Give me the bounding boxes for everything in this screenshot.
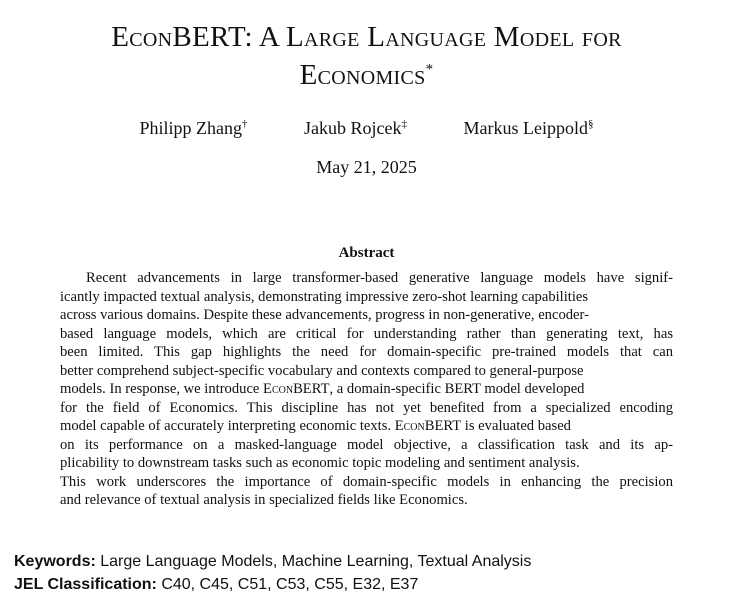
- jel-row: [14, 573, 531, 596]
- title-footnote-mark: *: [425, 61, 434, 78]
- author-name: Markus Leippold: [463, 118, 588, 138]
- abstract-line: been limited. This gap highlights the need for domain-specific pre-trained models that can: [60, 344, 673, 360]
- title-line-2-text: Economics: [299, 59, 426, 91]
- abstract-line: on its performance on a masked-language model objective, a classification task and its ap-: [60, 436, 673, 453]
- keywords-row: [14, 550, 531, 573]
- author-footnote-mark: §: [587, 118, 594, 130]
- paper-date: May 21, 2025: [316, 157, 417, 177]
- abstract-line: and relevance of textual analysis in specialized fields like Economics.: [60, 492, 468, 508]
- author-1: [140, 118, 248, 139]
- model-name: EconBERT: [394, 418, 462, 434]
- title-line-2: [0, 56, 733, 94]
- abstract-line: Recent advancements in large transformer-based generative language models have signif-: [86, 270, 673, 286]
- paper-title: [0, 18, 733, 94]
- abstract-line: model capable of accurately interpreting economic texts. EconBERT is evaluated based: [60, 418, 571, 434]
- jel-value: C40, C45, C51, C53, C55, E32, E37: [161, 576, 419, 593]
- paper-metadata: [14, 550, 531, 596]
- model-name: EconBERT: [263, 381, 330, 397]
- author-footnote-mark: ‡: [401, 118, 407, 130]
- keywords-label: Keywords:: [14, 553, 96, 570]
- author-name: Jakub Rojcek: [304, 118, 402, 138]
- abstract-line: for the field of Economics. This discipline has not yet benefited from a specialized encoding: [60, 399, 673, 416]
- keywords-value: Large Language Models, Machine Learning, Textual Analysis: [100, 553, 532, 570]
- abstract-body: [60, 269, 673, 510]
- author-list: [0, 118, 733, 139]
- title-line-1: EconBERT: A Large Language Model for: [111, 21, 622, 53]
- abstract-line: This work underscores the importance of domain-specific models in enhancing the precision: [60, 473, 673, 490]
- abstract-line: better comprehend subject-specific vocabulary and contexts compared to general-purpose: [60, 362, 584, 379]
- author-2: [304, 118, 407, 139]
- jel-label: JEL Classification:: [14, 576, 157, 593]
- author-3: [464, 118, 594, 139]
- abstract-heading: Abstract: [338, 245, 395, 261]
- author-footnote-mark: †: [242, 118, 248, 130]
- abstract-line: models. In response, we introduce EconBERT, a domain-specific BERT model developed: [60, 381, 585, 397]
- abstract-line: plicability to downstream tasks such as economic topic modeling and sentiment analysis.: [60, 455, 580, 471]
- abstract-line: based language models, which are critical for understanding rather than generating text, has: [60, 325, 673, 342]
- author-name: Philipp Zhang: [139, 118, 243, 138]
- abstract-line: icantly impacted textual analysis, demonstrating impressive zero-shot learning capabilities: [60, 288, 589, 305]
- abstract-line: across various domains. Despite these advancements, progress in non-generative, encoder-: [60, 307, 589, 323]
